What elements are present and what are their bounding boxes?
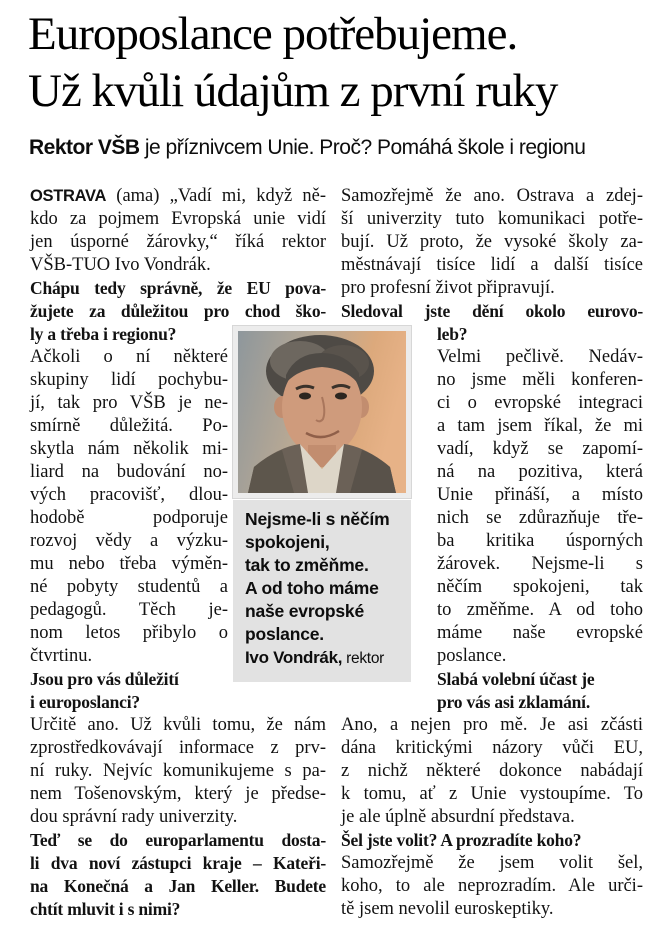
right-column-narrow (437, 323, 643, 714)
text-line: Sledoval jste dění okolo eurovo- (341, 301, 643, 321)
dateline-city: OSTRAVA (30, 187, 107, 205)
text-line: liard na budování no- (30, 462, 228, 482)
text-line: vých pracovišť, dlou- (30, 485, 228, 505)
text-line: Ano, a nejen pro mě. Je asi zčásti (341, 715, 643, 735)
text-line: skytla nám několik mi- (30, 439, 228, 459)
text-line: žujete za důležitou pro chod ško- (30, 301, 326, 321)
caption-byline-name: Ivo Vondrák, (245, 648, 343, 667)
text-line: tak to změňme. (245, 555, 369, 575)
text-line: ly a třeba i regionu? (30, 324, 177, 344)
interview-question (30, 829, 326, 921)
text-line: hodobě podporuje (30, 508, 228, 528)
interview-answer (30, 346, 228, 668)
headline-line-2: Už kvůli údajům z první ruky (28, 65, 558, 117)
text-line: koho, to ale neprozradím. Ale urči- (341, 876, 643, 896)
text-line: Určitě ano. Už kvůli tomu, že nám (30, 715, 326, 735)
text-line: pedagogů. Těch je- (30, 600, 228, 620)
left-column-bottom (30, 714, 326, 921)
interview-question (341, 829, 643, 852)
text-line: tě jsem nevolil euroskeptiky. (341, 899, 554, 919)
headline-line-1: Europoslance potřebujeme. (28, 8, 518, 60)
left-column-top (30, 185, 326, 323)
text-line: nem Tošenovským, který je předse- (30, 784, 326, 804)
text-line: Samozřejmě že ano. Ostrava a zdej- (341, 186, 643, 206)
text-line: vadí, když se zapomí- (437, 439, 643, 459)
text-line: něčím spokojeni, tak (437, 577, 643, 597)
interview-answer (341, 714, 643, 829)
portrait-illustration (238, 331, 406, 493)
text-line: ná na pozitiva, která (437, 462, 643, 482)
interview-answer (30, 208, 326, 277)
text-line: dou správní rady univerzity. (30, 807, 238, 827)
text-line: žárovek. Nejsme-li s (437, 554, 643, 574)
caption-quote (245, 508, 401, 646)
text-line: a tam jsem říkal, že mi (437, 416, 643, 436)
text-line: skupiny lidí pochybu- (30, 370, 228, 390)
interview-answer (30, 714, 326, 829)
text-line: dána kritickými názory vůči EU, (341, 738, 643, 758)
text-line: Samozřejmě že jsem volit šel, (341, 853, 643, 873)
interview-question (30, 668, 228, 714)
interview-answer (341, 185, 643, 300)
text-line: městnávají tisíce lidí a další tisíce (341, 255, 643, 275)
text-line: mu nebo třeba výměn- (30, 554, 228, 574)
interview-answer (437, 346, 643, 668)
text-line: zprostředkovávají informace z prv- (30, 738, 326, 758)
text-line: pro profesní život připravují. (341, 278, 555, 298)
text-line: Šel jste volit? A prozradíte koho? (341, 830, 582, 850)
text-line: kdo za pojmem Evropská unie vidí (30, 209, 326, 229)
text-line: jí, tak pro VŠB je ne- (30, 393, 228, 413)
text-line: chtít mluvit i s nimi? (30, 899, 181, 919)
text-line: nich se zdůrazňuje tře- (437, 508, 643, 528)
text-line: ci o evropské integraci (437, 393, 643, 413)
text-line: je ale úplně absurdní představa. (341, 807, 575, 827)
text-line: rozvoj vědy a výzku- (30, 531, 228, 551)
text-line: Teď se do europarlamentu dosta- (30, 830, 326, 850)
right-column-bottom (341, 714, 643, 921)
text-line: na Konečná a Jan Keller. Budete (30, 876, 326, 896)
dateline-lead-line (30, 185, 326, 208)
text-line: naše evropské (245, 601, 365, 621)
photo-figure (233, 326, 411, 682)
pull-quote (245, 508, 401, 646)
text-line: Slabá volební účast je (437, 669, 595, 689)
text-line: pro vás asi zklamání. (437, 692, 591, 712)
caption-byline (245, 646, 401, 670)
text-line: ší univerzity tuto komunikaci potře- (341, 209, 643, 229)
text-line: poslance. (437, 646, 507, 666)
interview-question (30, 277, 326, 323)
text-line: Jsou pro vás důležití (30, 669, 179, 689)
headline (28, 6, 557, 120)
text-line: i europoslanci? (30, 692, 140, 712)
left-column-narrow (30, 323, 228, 714)
photo-caption (233, 500, 411, 682)
portrait-photo (233, 326, 411, 498)
right-column-top (341, 185, 643, 323)
text-line: Unie přináší, a místo (437, 485, 643, 505)
interview-question (341, 300, 643, 323)
text-line: čtvrtinu. (30, 646, 93, 666)
text-line: Nejsme-li s něčím (245, 509, 390, 529)
text-line: bují. Už proto, že vysoké školy za- (341, 232, 643, 252)
dateline-text: (ama) „Vadí mi, když ně- (106, 186, 326, 206)
text-line: li dva noví zástupci kraje – Kateři- (30, 853, 326, 873)
text-line: poslance. (245, 624, 324, 644)
text-line: nom letos přibylo o (30, 623, 228, 643)
interview-question (437, 668, 643, 714)
text-line: spokojeni, (245, 532, 330, 552)
left-top-paragraphs (30, 208, 326, 323)
interview-answer (341, 852, 643, 921)
text-line: jen úsporné žárovky,“ říká rektor (30, 232, 326, 252)
interview-question (437, 323, 643, 346)
text-line: k tomu, ať z Unie vystoupíme. To (341, 784, 643, 804)
text-line: z nichž některé dokonce nabádají (341, 761, 643, 781)
caption-byline-role: rektor (342, 650, 384, 667)
text-line: Velmi pečlivě. Nedáv- (437, 347, 643, 367)
text-line: Chápu tedy správně, že EU pova- (30, 278, 326, 298)
text-line: VŠB-TUO Ivo Vondrák. (30, 255, 211, 275)
text-line: né pobyty studentů a (30, 577, 228, 597)
text-line: Ačkoli o ní některé (30, 347, 228, 367)
text-line: smírně důležitá. Po- (30, 416, 228, 436)
subhead-rest: je příznivcem Unie. Proč? Pomáhá škole i regionu (139, 136, 586, 159)
text-line: leb? (437, 324, 468, 344)
text-line: no jsme měli konferen- (437, 370, 643, 390)
text-line: to změňme. A od toho (437, 600, 643, 620)
text-line: ní ruky. Nejvíc komunikujeme s pa- (30, 761, 326, 781)
subhead-lead: Rektor VŠB (29, 136, 140, 159)
subhead (29, 136, 585, 160)
text-line: ba kritika úsporných (437, 531, 643, 551)
interview-question (30, 323, 228, 346)
text-line: A od toho máme (245, 578, 379, 598)
text-line: máme naše evropské (437, 623, 643, 643)
